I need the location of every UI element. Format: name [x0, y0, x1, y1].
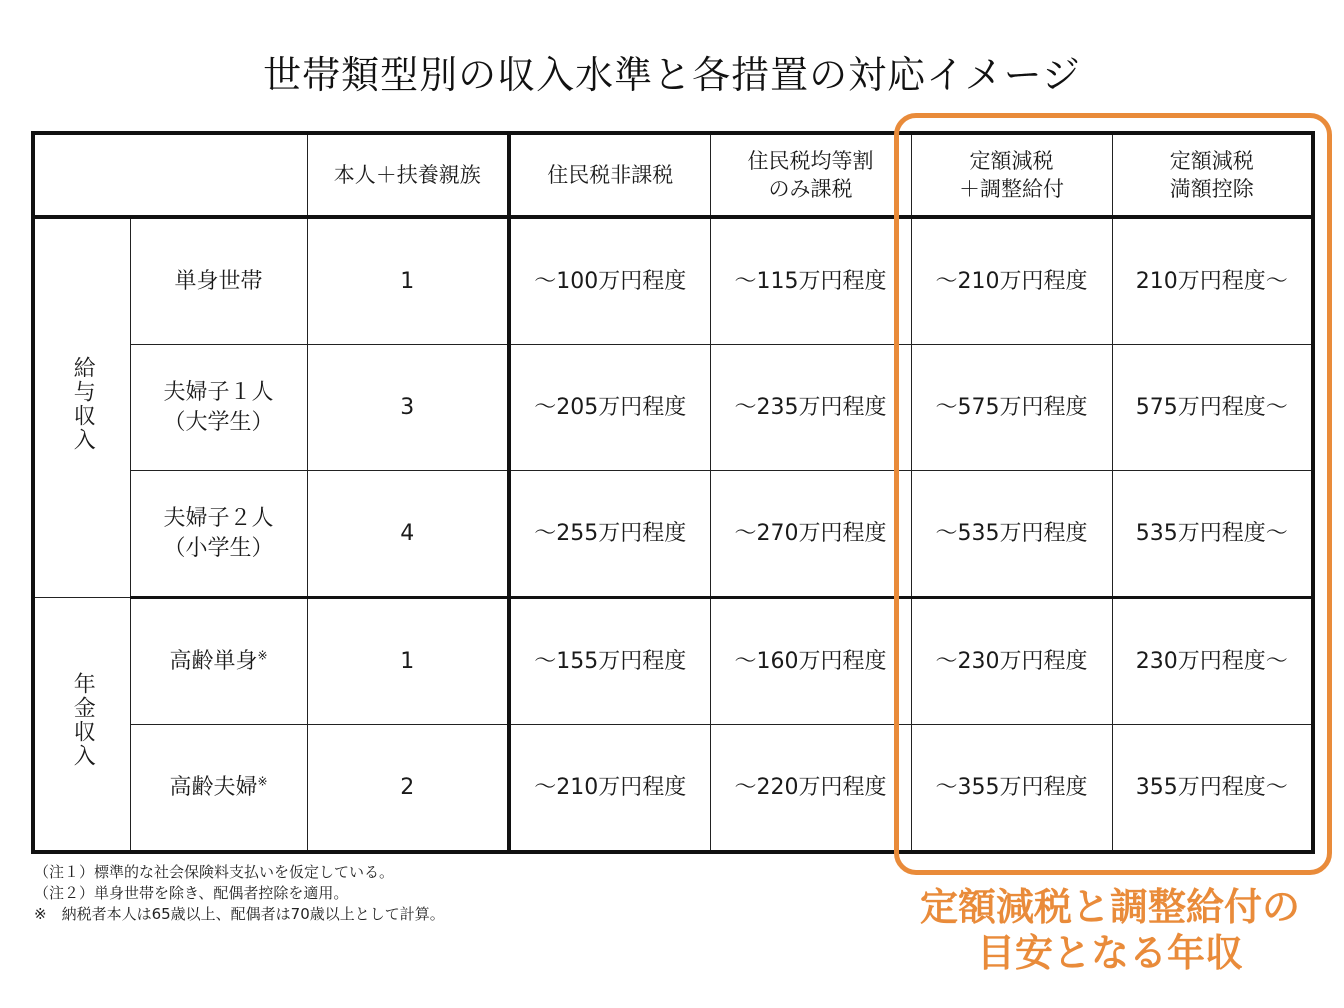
footnote-mark: ※: [257, 648, 268, 663]
callout-line2: 目安となる年収: [976, 931, 1243, 975]
people-count: 1: [307, 217, 509, 345]
household-type-line1: 夫婦子２人: [163, 505, 274, 531]
full-threshold: 210万円程度～: [1112, 217, 1313, 345]
household-type: [130, 471, 307, 598]
table-row: [33, 345, 1313, 471]
full-threshold: 230万円程度～: [1112, 598, 1313, 725]
header-row: [33, 133, 1313, 217]
group-salary: [33, 217, 130, 598]
header-flat-line1: 住民税均等割: [747, 149, 874, 173]
group-label: 年金収入: [70, 671, 96, 768]
table-row: [33, 725, 1313, 853]
footnote-mark: ※: [257, 774, 268, 789]
table-row: [33, 217, 1313, 345]
exempt-threshold: ～100万円程度: [509, 217, 710, 345]
header-reduction: [911, 133, 1112, 217]
people-count: 2: [307, 725, 509, 853]
people-count: 3: [307, 345, 509, 471]
header-exempt: 住民税非課税: [509, 133, 710, 217]
household-type: [130, 598, 307, 725]
reduction-threshold: ～210万円程度: [911, 217, 1112, 345]
household-type-line1: 高齢夫婦: [169, 774, 258, 800]
callout-text: [876, 884, 1344, 976]
flat-threshold: ～235万円程度: [710, 345, 911, 471]
exempt-threshold: ～255万円程度: [509, 471, 710, 598]
flat-threshold: ～220万円程度: [710, 725, 911, 853]
people-count: 1: [307, 598, 509, 725]
exempt-threshold: ～155万円程度: [509, 598, 710, 725]
table-row: [33, 471, 1313, 598]
flat-threshold: ～160万円程度: [710, 598, 911, 725]
header-full: [1112, 133, 1313, 217]
group-label: 給与収入: [70, 355, 96, 452]
household-type: [130, 217, 307, 345]
reduction-threshold: ～575万円程度: [911, 345, 1112, 471]
household-type-line1: 夫婦子１人: [163, 379, 274, 405]
full-threshold: 355万円程度～: [1112, 725, 1313, 853]
household-type-line1: 高齢単身: [169, 648, 258, 674]
header-people: 本人＋扶養親族: [307, 133, 509, 217]
household-type-line2: （大学生）: [163, 409, 274, 435]
household-type: [130, 725, 307, 853]
household-type-line1: 単身世帯: [174, 268, 263, 294]
header-reduction-line1: 定額減税: [969, 149, 1054, 173]
page-title: 世帯類型別の収入水準と各措置の対応イメージ: [263, 53, 1081, 97]
footnotes: [34, 862, 445, 925]
footnote: （注２）単身世帯を除き、配偶者控除を適用。: [34, 884, 349, 902]
header-flat-line2: のみ課税: [768, 177, 853, 201]
group-pension: [33, 598, 130, 853]
header-full-line2: 満額控除: [1169, 177, 1254, 201]
full-threshold: 535万円程度～: [1112, 471, 1313, 598]
callout-line1: 定額減税と調整給付の: [919, 885, 1300, 929]
header-reduction-line2: ＋調整給付: [959, 177, 1064, 201]
footnote: ※ 納税者本人は65歳以上、配偶者は70歳以上として計算。: [34, 905, 445, 923]
exempt-threshold: ～210万円程度: [509, 725, 710, 853]
people-count: 4: [307, 471, 509, 598]
reduction-threshold: ～355万円程度: [911, 725, 1112, 853]
reduction-threshold: ～535万円程度: [911, 471, 1112, 598]
header-flat: [710, 133, 911, 217]
exempt-threshold: ～205万円程度: [509, 345, 710, 471]
income-table: [31, 131, 1315, 854]
flat-threshold: ～270万円程度: [710, 471, 911, 598]
full-threshold: 575万円程度～: [1112, 345, 1313, 471]
household-type: [130, 345, 307, 471]
household-type-line2: （小学生）: [163, 535, 274, 561]
table-row: [33, 598, 1313, 725]
footnote: （注１）標準的な社会保険料支払いを仮定している。: [34, 863, 395, 881]
header-full-line1: 定額減税: [1169, 149, 1254, 173]
header-blank: [33, 133, 307, 217]
reduction-threshold: ～230万円程度: [911, 598, 1112, 725]
flat-threshold: ～115万円程度: [710, 217, 911, 345]
